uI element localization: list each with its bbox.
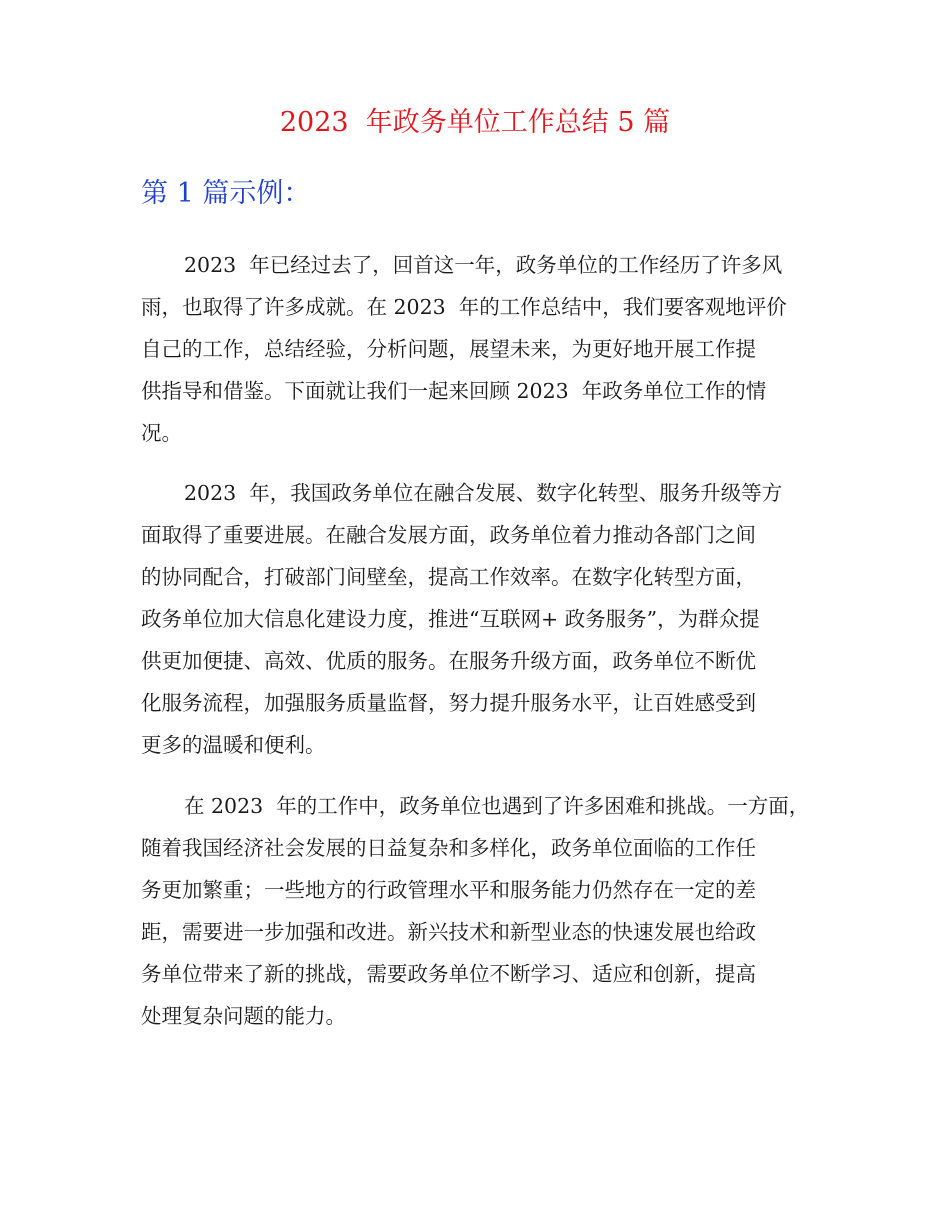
paragraph-line: 化服务流程，加强服务质量监督，努力提升服务水平，让百姓感受到	[141, 691, 756, 715]
paragraph-line: 务单位带来了新的挑战，需要政务单位不断学习、适应和创新，提高	[141, 962, 756, 986]
paragraph-line: 距，需要进一步加强和改进。新兴技术和新型业态的快速发展也给政	[141, 920, 756, 944]
paragraph-line: 处理复杂问题的能力。	[141, 1004, 346, 1028]
paragraph-line: 更多的温暖和便利。	[141, 733, 326, 757]
section-heading: 第 1 篇示例：	[141, 178, 311, 209]
paragraph-line: 供更加便捷、高效、优质的服务。在服务升级方面，政务单位不断优	[141, 649, 756, 673]
paragraph-line: 的协同配合，打破部门间壁垒，提高工作效率。在数字化转型方面，	[141, 565, 756, 589]
paragraph-line: 在 2023 年的工作中，政务单位也遇到了许多困难和挑战。一方面，	[184, 794, 810, 818]
paragraph-line: 面取得了重要进展。在融合发展方面，政务单位着力推动各部门之间	[141, 523, 756, 547]
document-title: 2023 年政务单位工作总结 5 篇	[279, 107, 671, 138]
paragraph-line: 自己的工作，总结经验，分析问题，展望未来，为更好地开展工作提	[141, 337, 756, 361]
paragraph-line: 政务单位加大信息化建设力度，推进“互联网+ 政务服务”，为群众提	[141, 607, 760, 631]
paragraph-line: 况。	[141, 421, 182, 445]
paragraph-line: 雨，也取得了许多成就。在 2023 年的工作总结中，我们要客观地评价	[141, 295, 787, 319]
paragraph-line: 随着我国经济社会发展的日益复杂和多样化，政务单位面临的工作任	[141, 836, 756, 860]
paragraph-line: 务更加繁重；一些地方的行政管理水平和服务能力仍然存在一定的差	[141, 878, 756, 902]
paragraph-line: 2023 年，我国政务单位在融合发展、数字化转型、服务升级等方	[184, 481, 783, 505]
paragraph-line: 2023 年已经过去了，回首这一年，政务单位的工作经历了许多风	[184, 253, 783, 277]
paragraph-line: 供指导和借鉴。下面就让我们一起来回顾 2023 年政务单位工作的情	[141, 379, 767, 403]
